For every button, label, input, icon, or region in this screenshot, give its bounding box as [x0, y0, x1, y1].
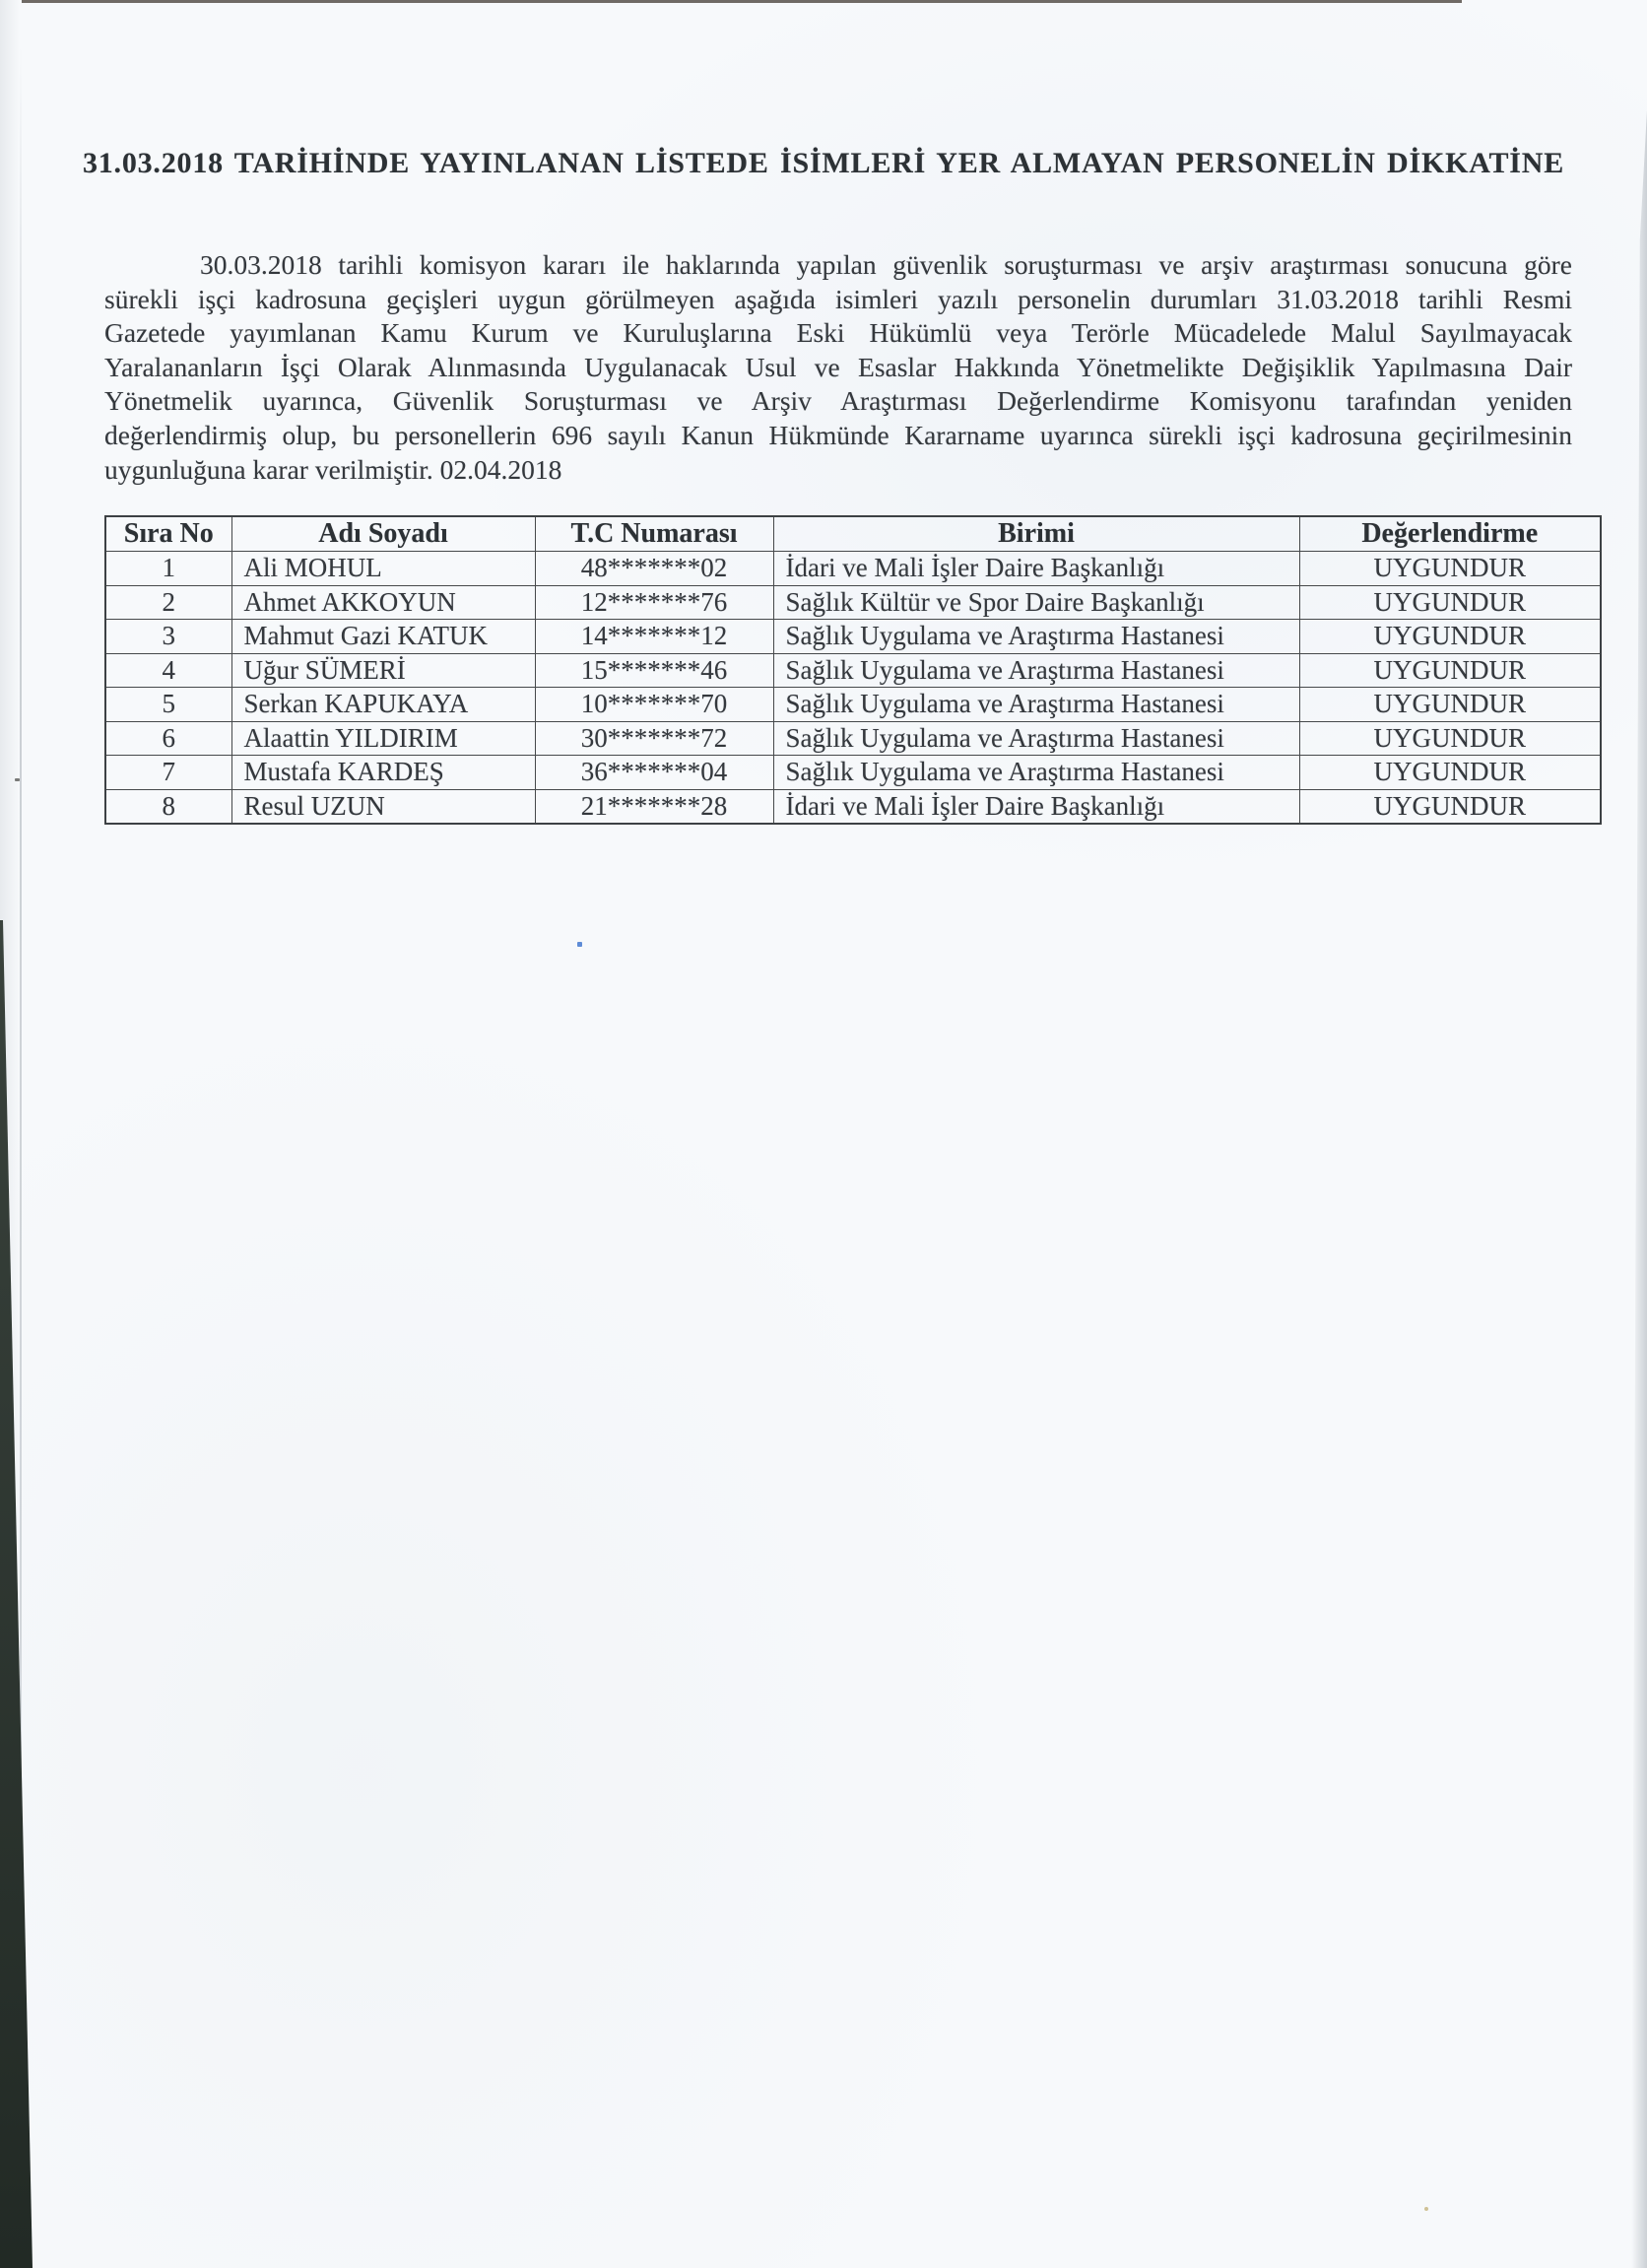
- table-cell: İdari ve Mali İşler Daire Başkanlığı: [773, 789, 1299, 824]
- table-cell: 7: [105, 756, 231, 790]
- table-cell: Ali MOHUL: [231, 552, 535, 586]
- paragraph-line: 30.03.2018 tarihli komisyon kararı ile haklarında yapılan güvenlik soruşturması ve arşiv araştırması sonucuna göre: [200, 249, 1572, 280]
- table-row: [105, 721, 1601, 756]
- table-cell: 10*******70: [535, 688, 773, 722]
- scan-dark-speck: [15, 778, 20, 781]
- scan-yellow-speck: [1424, 2207, 1428, 2211]
- table-cell: 6: [105, 721, 231, 756]
- table-cell: UYGUNDUR: [1299, 688, 1601, 722]
- scan-top-edge-line: [22, 0, 1462, 3]
- table-row: [105, 552, 1601, 586]
- table-cell: Mustafa KARDEŞ: [231, 756, 535, 790]
- table-cell: 2: [105, 585, 231, 620]
- table-cell: UYGUNDUR: [1299, 756, 1601, 790]
- table-row: [105, 756, 1601, 790]
- personnel-table: [104, 515, 1602, 825]
- table-cell: UYGUNDUR: [1299, 653, 1601, 688]
- table-cell: Sağlık Uygulama ve Araştırma Hastanesi: [773, 721, 1299, 756]
- table-cell: Ahmet AKKOYUN: [231, 585, 535, 620]
- paragraph-line: Yaralananların İşçi Olarak Alınmasında Uygulanacak Usul ve Esaslar Hakkında Yönetmelikte Değişiklik Yapılmasına Dair: [104, 351, 1572, 382]
- table-cell: UYGUNDUR: [1299, 789, 1601, 824]
- table-cell: 8: [105, 789, 231, 824]
- table-cell: Sağlık Uygulama ve Araştırma Hastanesi: [773, 653, 1299, 688]
- column-header: Sıra No: [105, 516, 231, 552]
- document-title: 31.03.2018 TARİHİNDE YAYINLANAN LİSTEDE İSİMLERİ YER ALMAYAN PERSONELİN DİKKATİNE: [82, 147, 1565, 179]
- table-row: [105, 585, 1601, 620]
- table-header: [105, 516, 1601, 552]
- table-cell: Serkan KAPUKAYA: [231, 688, 535, 722]
- table-cell: UYGUNDUR: [1299, 585, 1601, 620]
- table-header-row: [105, 516, 1601, 552]
- table-cell: 5: [105, 688, 231, 722]
- column-header: Adı Soyadı: [231, 516, 535, 552]
- scan-dark-corner-wedge: [0, 920, 33, 2268]
- table-cell: UYGUNDUR: [1299, 721, 1601, 756]
- table-cell: Alaattin YILDIRIM: [231, 721, 535, 756]
- table-cell: Sağlık Kültür ve Spor Daire Başkanlığı: [773, 585, 1299, 620]
- table-row: [105, 688, 1601, 722]
- table-cell: 30*******72: [535, 721, 773, 756]
- paragraph-line: değerlendirmiş olup, bu personellerin 696 sayılı Kanun Hükmünde Kararname uyarınca sürekli işçi kadrosuna geçirilmesinin: [104, 419, 1572, 450]
- table-cell: 3: [105, 620, 231, 654]
- column-header: Değerlendirme: [1299, 516, 1601, 552]
- document-paragraph: [104, 248, 1572, 487]
- scan-right-edge-shadow: [1631, 110, 1647, 2268]
- table-cell: 15*******46: [535, 653, 773, 688]
- paragraph-line: uygunluğuna karar verilmiştir. 02.04.2018: [104, 453, 562, 485]
- table-cell: Sağlık Uygulama ve Araştırma Hastanesi: [773, 756, 1299, 790]
- table-cell: 1: [105, 552, 231, 586]
- table-row: [105, 653, 1601, 688]
- table-cell: Sağlık Uygulama ve Araştırma Hastanesi: [773, 620, 1299, 654]
- paragraph-line: sürekli işçi kadrosuna geçişleri uygun görülmeyen aşağıda isimleri yazılı personelin durumları 31.03.2018 tarihli Resmi: [104, 283, 1572, 314]
- table-cell: 4: [105, 653, 231, 688]
- table-cell: Mahmut Gazi KATUK: [231, 620, 535, 654]
- table-cell: Sağlık Uygulama ve Araştırma Hastanesi: [773, 688, 1299, 722]
- paragraph-line: Yönetmelik uyarınca, Güvenlik Soruşturması ve Arşiv Araştırması Değerlendirme Komisyonu tarafından yeniden: [104, 385, 1572, 417]
- paragraph-line: Gazetede yayımlanan Kamu Kurum ve Kuruluşlarına Eski Hükümlü veya Terörle Mücadelede Malul Sayılmayacak: [104, 317, 1572, 349]
- table-cell: UYGUNDUR: [1299, 552, 1601, 586]
- table-cell: Uğur SÜMERİ: [231, 653, 535, 688]
- scan-blue-ink-speck: [577, 942, 582, 947]
- table-cell: 48*******02: [535, 552, 773, 586]
- table-cell: İdari ve Mali İşler Daire Başkanlığı: [773, 552, 1299, 586]
- table-body: [105, 552, 1601, 825]
- table-cell: 36*******04: [535, 756, 773, 790]
- table-row: [105, 789, 1601, 824]
- column-header: T.C Numarası: [535, 516, 773, 552]
- table-cell: 14*******12: [535, 620, 773, 654]
- table-cell: UYGUNDUR: [1299, 620, 1601, 654]
- table-row: [105, 620, 1601, 654]
- table-cell: 21*******28: [535, 789, 773, 824]
- table-cell: 12*******76: [535, 585, 773, 620]
- column-header: Birimi: [773, 516, 1299, 552]
- table-cell: Resul UZUN: [231, 789, 535, 824]
